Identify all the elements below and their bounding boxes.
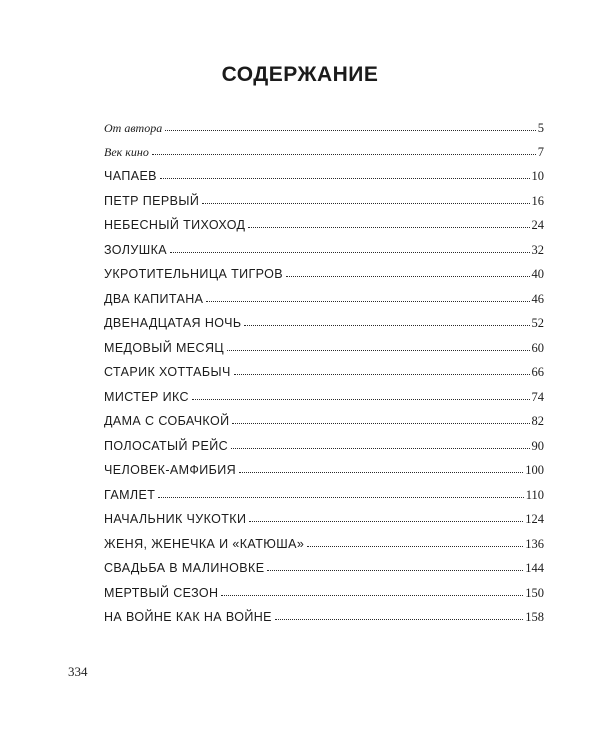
toc-entry-page: 144 bbox=[525, 561, 544, 575]
toc-entry-title: ЗОЛУШКА bbox=[104, 242, 168, 257]
dot-leader bbox=[160, 178, 530, 179]
toc-entry-page: 52 bbox=[531, 316, 544, 330]
toc-entry-title: НАЧАЛЬНИК ЧУКОТКИ bbox=[104, 512, 247, 526]
toc-entry-page: 46 bbox=[531, 291, 544, 306]
toc-entry bbox=[104, 169, 544, 194]
toc-entry-page: 82 bbox=[531, 414, 544, 428]
toc-entry-page: 40 bbox=[531, 267, 544, 281]
toc-entry bbox=[104, 561, 544, 586]
dot-leader bbox=[248, 227, 529, 228]
dot-leader bbox=[267, 570, 523, 571]
toc-entry-page: 158 bbox=[525, 610, 544, 624]
toc-entry-title: ДВЕНАДЦАТАЯ НОЧЬ bbox=[104, 316, 242, 330]
toc-entry-title: МЕРТВЫЙ СЕЗОН bbox=[104, 585, 219, 600]
table-of-contents bbox=[104, 121, 544, 635]
dot-leader bbox=[202, 203, 529, 204]
toc-entry-page: 7 bbox=[537, 145, 544, 159]
toc-entry bbox=[104, 121, 544, 145]
toc-entry-page: 66 bbox=[531, 365, 544, 379]
toc-entry bbox=[104, 610, 544, 635]
toc-entry bbox=[104, 292, 544, 317]
toc-entry bbox=[104, 488, 544, 513]
toc-entry-title: ДВА КАПИТАНА bbox=[104, 291, 204, 306]
dot-leader bbox=[170, 252, 529, 253]
toc-entry bbox=[104, 512, 544, 537]
toc-entry-title: ЧАПАЕВ bbox=[104, 169, 157, 183]
dot-leader bbox=[227, 350, 529, 351]
toc-entry-page: 100 bbox=[525, 463, 544, 477]
dot-leader bbox=[234, 374, 530, 375]
toc-entry-title: НЕБЕСНЫЙ ТИХОХОД bbox=[104, 218, 246, 232]
toc-entry-title: ЧЕЛОВЕК-АМФИБИЯ bbox=[104, 463, 237, 477]
dot-leader bbox=[239, 472, 523, 473]
dot-leader bbox=[249, 521, 523, 522]
toc-entry bbox=[104, 463, 544, 488]
toc-entry-title: СТАРИК ХОТТАБЫЧ bbox=[104, 365, 231, 379]
toc-entry-page: 124 bbox=[525, 512, 544, 526]
toc-entry-title: ДАМА С СОБАЧКОЙ bbox=[104, 414, 230, 428]
toc-entry-page: 74 bbox=[531, 389, 544, 404]
toc-entry-title: ПОЛОСАТЫЙ РЕЙС bbox=[104, 438, 229, 453]
toc-entry bbox=[104, 537, 544, 562]
page-number: 334 bbox=[68, 664, 88, 679]
toc-entry bbox=[104, 267, 544, 292]
dot-leader bbox=[192, 399, 530, 400]
toc-entry bbox=[104, 145, 544, 169]
toc-entry-page: 110 bbox=[525, 487, 544, 502]
dot-leader bbox=[275, 619, 523, 620]
toc-entry bbox=[104, 439, 544, 464]
dot-leader bbox=[221, 595, 523, 596]
toc-entry-page: 60 bbox=[531, 340, 544, 355]
toc-entry-title: МИСТЕР ИКС bbox=[104, 389, 189, 404]
toc-entry-title: От автора bbox=[104, 121, 163, 135]
toc-entry-title: ЖЕНЯ, ЖЕНЕЧКА И «КАТЮША» bbox=[104, 536, 305, 551]
dot-leader bbox=[206, 301, 529, 302]
toc-entry-page: 5 bbox=[537, 121, 544, 135]
toc-entry-page: 16 bbox=[531, 193, 544, 208]
dot-leader bbox=[231, 448, 529, 449]
toc-entry bbox=[104, 586, 544, 611]
toc-entry-page: 32 bbox=[531, 242, 544, 257]
toc-entry bbox=[104, 194, 544, 219]
toc-entry-page: 90 bbox=[531, 438, 544, 453]
toc-entry-page: 150 bbox=[525, 585, 544, 600]
toc-entry bbox=[104, 316, 544, 341]
toc-entry-title: ГАМЛЕТ bbox=[104, 487, 156, 502]
dot-leader bbox=[286, 276, 530, 277]
dot-leader bbox=[307, 546, 523, 547]
toc-entry-title: ПЕТР ПЕРВЫЙ bbox=[104, 193, 200, 208]
page-title: СОДЕРЖАНИЕ bbox=[221, 63, 379, 86]
dot-leader bbox=[165, 130, 536, 131]
toc-entry bbox=[104, 365, 544, 390]
toc-entry bbox=[104, 218, 544, 243]
toc-entry-title: СВАДЬБА В МАЛИНОВКЕ bbox=[104, 561, 265, 575]
toc-entry bbox=[104, 243, 544, 268]
dot-leader bbox=[152, 154, 536, 155]
dot-leader bbox=[232, 423, 529, 424]
toc-entry bbox=[104, 390, 544, 415]
toc-entry-title: МЕДОВЫЙ МЕСЯЦ bbox=[104, 340, 225, 355]
toc-entry bbox=[104, 341, 544, 366]
toc-entry bbox=[104, 414, 544, 439]
dot-leader bbox=[244, 325, 529, 326]
toc-entry-title: НА ВОЙНЕ КАК НА ВОЙНЕ bbox=[104, 610, 272, 624]
toc-entry-title: УКРОТИТЕЛЬНИЦА ТИГРОВ bbox=[104, 267, 283, 281]
toc-entry-page: 10 bbox=[531, 169, 544, 183]
toc-entry-title: Век кино bbox=[104, 145, 149, 159]
toc-entry-page: 24 bbox=[531, 218, 544, 232]
toc-entry-page: 136 bbox=[525, 536, 544, 551]
dot-leader bbox=[158, 497, 523, 498]
